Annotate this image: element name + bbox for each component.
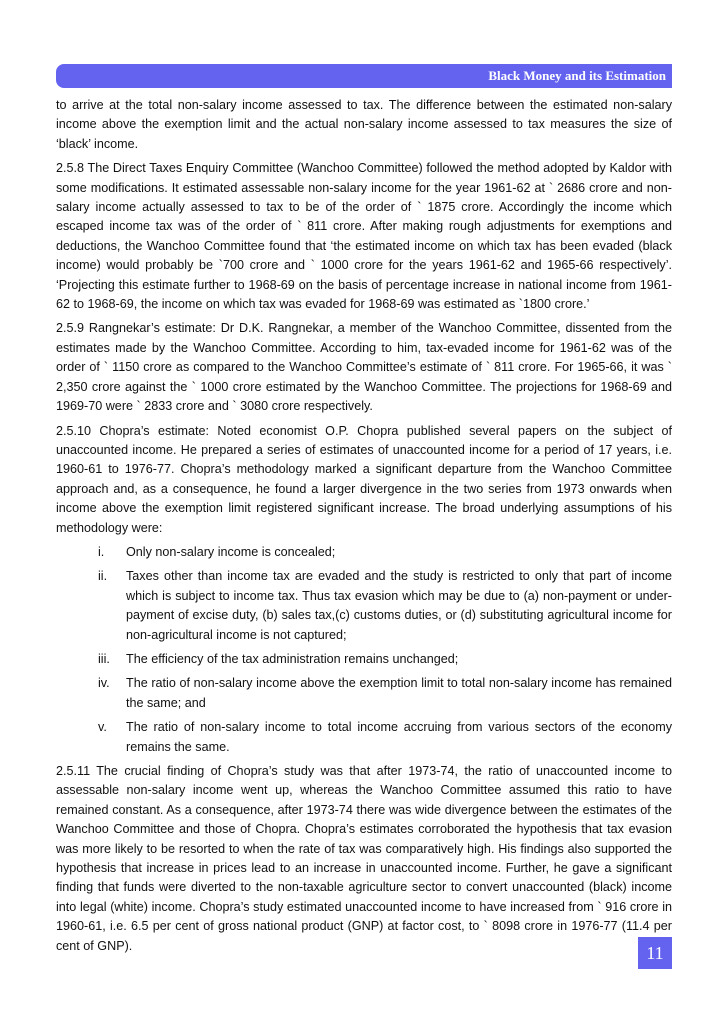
paragraph-continuation: to arrive at the total non-salary income assessed to tax. The difference between the estimated non-salary income above the exemption limit and the actual non-salary income assessed to tax measures the size of ‘black’ income. xyxy=(56,98,672,151)
list-item-text: The ratio of non-salary income to total income accruing from various sectors of the economy remains the same. xyxy=(126,720,672,754)
list-item xyxy=(56,567,672,645)
body-text xyxy=(56,96,672,961)
list-item-text: Taxes other than income tax are evaded and the study is restricted to only that part of income which is subject to income tax. Thus tax evasion which may be due to (a) non-payment or under-payment of excise duty, (b) sales tax,(c) customs duties, or (d) substituting agricultural income for non-agricultural income is not captured; xyxy=(126,569,672,642)
list-item-number: iv. xyxy=(98,676,110,691)
list-item xyxy=(56,650,672,669)
paragraph-2-5-11: 2.5.11 The crucial finding of Chopra’s study was that after 1973-74, the ratio of unaccounted income to assessable non-salary income went up, whereas the Wanchoo Committee assumed this ratio to have remained constant. As a consequence, after 1973-74 there was wide divergence between the estimates of the Wanchoo Committee and those of Chopra. Chopra’s estimates corroborated the hypothesis that tax evasion was more likely to be resorted to when the rate of tax was comparatively high. His findings also supported the hypothesis that increase in prices lead to an increase in unaccounted income. Further, he gave a significant finding that funds were diverted to the non-taxable agriculture sector to convert unaccounted (black) income into legal (white) income. Chopra’s study estimated unaccounted income to have increased from ` 916 crore in 1960-61, i.e. 6.5 per cent of gross national product (GNP) at factor cost, to ` 8098 crore in 1976-77 (11.4 per cent of GNP). xyxy=(56,764,672,953)
paragraph-2-5-9: 2.5.9 Rangnekar’s estimate: Dr D.K. Rangnekar, a member of the Wanchoo Committee, dissented from the estimates made by the Wanchoo Committee. According to him, tax-evaded income for 1961-62 was of the order of ` 1150 crore as compared to the Wanchoo Committee’s estimate of ` 811 crore. For 1965-66, it was ` 2,350 crore against the ` 1000 crore estimated by the Wanchoo Committee. The projections for 1968-69 and 1969-70 were ` 2833 crore and ` 3080 crore respectively. xyxy=(56,321,672,414)
header-bar xyxy=(56,64,672,88)
list-item-number: iii. xyxy=(98,651,110,666)
paragraph-2-5-10: 2.5.10 Chopra’s estimate: Noted economist O.P. Chopra published several papers on the subject of unaccounted income. He prepared a series of estimates of unaccounted income for a period of 17 years, i.e. 1960-61 to 1976-77. Chopra’s methodology marked a significant departure from the Wanchoo Committee approach and, as a consequence, he found a larger divergence in the two series from 1973 onwards when income above the exemption limit registered significant increase. The broad underlying assumptions of his methodology were: xyxy=(56,423,672,535)
list-item-number: i. xyxy=(98,544,105,559)
page-number: 11 xyxy=(638,937,672,969)
running-header-title: Black Money and its Estimation xyxy=(488,68,666,83)
list-item-text: Only non-salary income is concealed; xyxy=(126,544,336,559)
list-item xyxy=(56,674,672,713)
list-item xyxy=(56,718,672,757)
paragraph-2-5-8: 2.5.8 The Direct Taxes Enquiry Committee (Wanchoo Committee) followed the method adopted by Kaldor with some modifications. It estimated assessable non-salary income for the year 1961-62 at ` 2686 crore and non-salary income actually assessed to tax to be of the order of ` 1875 crore. Accordingly the income which escaped income tax was of the order of ` 811 crore. After making rough adjustments for exemptions and deductions, the Wanchoo Committee found that ‘the estimated income on which tax has been evaded (black income) would probably be `700 crore and ` 1000 crore for the years 1961-62 and 1965-66 respectively’. ‘Projecting this estimate further to 1968-69 on the basis of percentage increase in national income from 1961-62 to 1968-69, the income on which tax was evaded for 1968-69 was estimated as `1800 crore.’ xyxy=(56,161,672,312)
list-item-number: v. xyxy=(98,720,107,735)
list-item-text: The efficiency of the tax administration remains unchanged; xyxy=(126,651,459,666)
list-item-text: The ratio of non-salary income above the exemption limit to total non-salary income has remained the same; and xyxy=(126,676,672,710)
list-item-number: ii. xyxy=(98,569,108,584)
assumptions-list xyxy=(56,543,672,757)
list-item xyxy=(56,543,672,562)
